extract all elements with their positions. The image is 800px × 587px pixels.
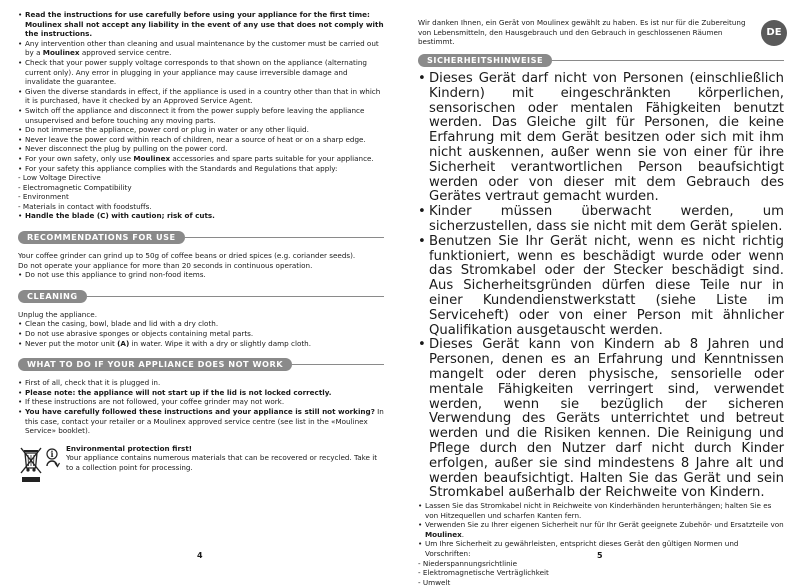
cleaning-title: CLEANING [18, 290, 87, 303]
intro-text: Wir danken Ihnen, ein Gerät von Moulinex gewählt zu haben. Es ist nur für die Zubereitung von Lebensmitteln, den Hausgebrauch und den Gebrauch in geschlossenen Räumen bestimmt. [418, 18, 746, 47]
bullet-read-instructions: • Read the instructions for use carefully before using your appliance for the first time: Moulinex shall not accept any liability in the event of any use that does not comply with the instructions. [18, 10, 384, 39]
svg-text:i: i [50, 448, 54, 459]
header-rule [552, 60, 784, 61]
bullet-complies: • For your safety this appliance complies with the Standards and Regulations that apply: [18, 164, 384, 174]
bullet-switch-off: • Switch off the appliance and disconnect it from the power supply before leaving the appliance unsupervised and before touching any moving parts. [18, 106, 384, 125]
page-number-left: 4 [197, 551, 203, 560]
bullet-standards: • Given the diverse standards in effect, if the appliance is used in a country other than that in which it is purchased, have it checked by an Approved Service Agent. [18, 87, 384, 106]
standard-item: - Materials in contact with foodstuffs. [18, 201, 152, 211]
norm-item: - Umwelt [418, 577, 451, 587]
right-main-column [418, 52, 784, 587]
troubleshoot-bullet: • If these instructions are not followed, your coffee grinder may not work. [18, 397, 384, 407]
norm-item: - Niederspannungsrichtlinie [418, 558, 518, 568]
troubleshoot-title: WHAT TO DO IF YOUR APPLIANCE DOES NOT WORK [18, 358, 292, 371]
cleaning-intro: Unplug the appliance. [18, 309, 97, 319]
norm-item: - Elektromagnetische Verträglichkeit [418, 568, 549, 578]
bullet-disconnect: • Never disconnect the plug by pulling on the power cord. [18, 144, 384, 154]
small-bullet: • Um Ihre Sicherheit zu gewährleisten, entspricht dieses Gerät den gültigen Normen und Vorschriften: [418, 539, 784, 558]
bullet-voltage: • Check that your power supply voltage corresponds to that shown on the appliance (alternating current only). Any error in plugging in your appliance may cause irreversible damage and invalidate the guarantee. [18, 58, 384, 87]
standard-item: - Environment [18, 192, 69, 202]
small-bullet: • Lassen Sie das Stromkabel nicht in Reichweite von Kinderhänden herunterhängen; halten Sie es von Hitzequellen und scharfen Kanten fern. [418, 501, 784, 520]
right-column [418, 18, 758, 47]
standard-item: - Low Voltage Directive [18, 173, 101, 183]
bullet-power-cord: • Never leave the power cord within reach of children, near a source of heat or on a sharp edge. [18, 135, 384, 145]
safety-bullet: • Dieses Gerät kann von Kindern ab 8 Jahren und Personen, denen es an Erfahrung und Kenntnissen mangelt oder deren physische, sensorielle oder mentale Fähigkeiten verringert sind, verwendet werden, wenn sie bezüglich der sicheren Verwendung des Geräts unterrichtet und betreut werden und die Risiken kennen. Die Reinigung und Pflege durch den Nutzer darf nicht durch Kinder erfolgen, außer sie sind mindestens 8 Jahre alt und werden beaufsichtigt. Halten Sie das Gerät und sein Stromkabel außerhalb der Reichweite von Kindern. [418, 338, 784, 501]
language-badge: DE [761, 20, 787, 46]
environment-description: Your appliance contains numerous materials that can be recovered or recycled. Take it to a collection point for processing. [66, 453, 378, 472]
troubleshoot-bullet: • You have carefully followed these instructions and your appliance is still not working? In this case, contact your retailer or a Moulinex approved service centre (see list in the «Moulinex Service» booklet). [18, 407, 384, 436]
safety-title: SICHERHEITSHINWEISE [418, 54, 552, 67]
safety-header [418, 52, 784, 69]
environment-title: Environmental protection first! [66, 443, 193, 453]
cleaning-bullet-motor: • Never put the motor unit (A) in water. Wipe it with a dry or slightly damp cloth. [18, 339, 384, 349]
recommendation-line: Do not operate your appliance for more than 20 seconds in continuous operation. [18, 260, 313, 270]
safety-bullet: • Dieses Gerät darf nicht von Personen (einschließlich Kindern) mit eingeschränkten körperlichen, sensorischen oder mentalen Fähigkeiten benutzt werden. Das Gleiche gilt für Personen, die keine Erfahrung mit dem Gerät besitzen oder sich mit ihm nicht auskennen, außer wenn sie von einer für ihre Sicherheit verantwortlichen Person beaufsichtigt werden oder von dieser mit dem Gebrauch des Gerätes vertraut gemacht wurden. [418, 72, 784, 205]
recommendation-bullet: • Do not use this appliance to grind non-food items. [18, 270, 384, 280]
troubleshoot-bullet: • Please note: the appliance will not start up if the lid is not locked correctly. [18, 388, 384, 398]
cleaning-bullet: • Do not use abrasive sponges or objects containing metal parts. [18, 329, 384, 339]
safety-bullet: • Kinder müssen überwacht werden, um sicherzustellen, dass sie nicht mit dem Gerät spielen. [418, 205, 784, 235]
safety-bullet: • Benutzen Sie Ihr Gerät nicht, wenn es nicht richtig funktioniert, wenn es beschädigt wurde oder wenn das Stromkabel oder der Stecker beschädigt sind. Aus Sicherheitsgründen dürfen diese Teile nur in einer Kundendienstwerkstatt (siehe Liste im Serviceheft) oder von einer Person mit ähnlicher Qualifikation ausgetauscht werden. [418, 235, 784, 339]
bullet-blade-warning: • Handle the blade (C) with caution; risk of cuts. [18, 211, 384, 221]
bullet-immerse: • Do not immerse the appliance, power cord or plug in water or any other liquid. [18, 125, 384, 135]
bullet-accessories: • For your own safety, only use Moulinex accessories and spare parts suitable for your appliance. [18, 154, 384, 164]
troubleshoot-bullet: • First of all, check that it is plugged in. [18, 378, 384, 388]
cleaning-bullet: • Clean the casing, bowl, blade and lid with a dry cloth. [18, 319, 384, 329]
recommendations-title: RECOMMENDATIONS FOR USE [18, 231, 185, 244]
small-bullet: • Verwenden Sie zu Ihrer eigenen Sicherheit nur für Ihr Gerät geeignete Zubehör- und Ersatzteile von Moulinex. [418, 520, 784, 539]
recommendation-line: Your coffee grinder can grind up to 50g of coffee beans or dried spices (e.g. coriander seeds). [18, 251, 356, 261]
bullet-intervention: • Any intervention other than cleaning and usual maintenance by the customer must be carried out by a Moulinex approved service centre. [18, 39, 384, 58]
page-number-right: 5 [597, 551, 603, 560]
standard-item: - Electromagnetic Compatibility [18, 182, 132, 192]
